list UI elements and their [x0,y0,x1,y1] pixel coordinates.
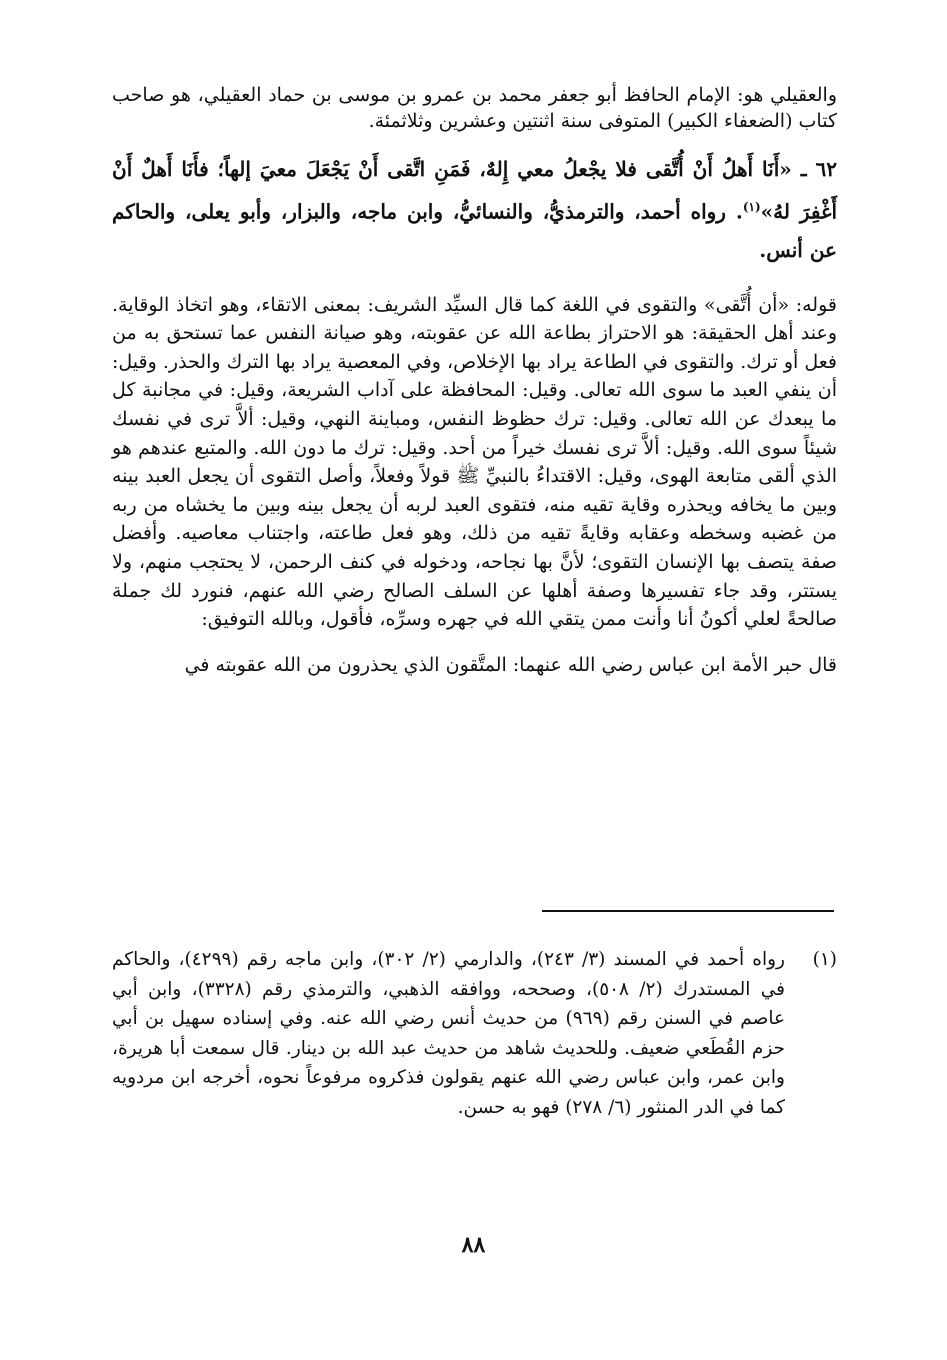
intro-paragraph: والعقيلي هو: الإمام الحافظ أبو جعفر محمد بن عمرو بن موسى بن حماد العقيلي، هو صاحب كتاب (الضعفاء الكبير) المتوفى سنة اثنتين وعشرين وثلاثمئة. [112,84,837,132]
footnote-text: رواه أحمد في المسند (٣/ ٢٤٣)، والدارمي (٢/ ٣٠٢)، وابن ماجه رقم (٤٢٩٩)، والحاكم في المستدرك (٢/ ٥٠٨)، وصححه، ووافقه الذهبي، والترمذي رقم (٣٣٢٨)، وابن أبي عاصم في السنن رقم (٩٦٩) من حديث أنس رضي الله عنه. وفي إسناده سهيل بن أبي حزم القُطَعي ضعيف. وللحديث شاهد من حديث عبد الله بن دينار. قال سمعت أبا هريرة، وابن عمر، وابن عباس رضي الله عنهم يقولون فذكروه مرفوعاً نحوه، أخرجه ابن مردويه كما في الدر المنثور (٦/ ٢٧٨) فهو به حسن. [112,949,785,1118]
hadith-source: . رواه أحمد، والترمذيُّ، والنسائيُّ، وابن ماجه، والبزار، وأبو يعلى، والحاكم عن أنس. [112,199,837,262]
hadith-text: ٦٢ ـ «أَنَا أَهلُ أَنْ أُتَّقى فلا يجْعلُ معي إِلهٌ، فَمَنِ اتَّقى أَنْ يَجْعَلَ معيَ إلهاً؛ فأَنَا أَهلٌ أَنْ أَغْفِرَ لهُ» [112,157,838,224]
hadith-62 [112,150,837,269]
footnote-separator [542,910,834,912]
footnote [112,945,837,1122]
quote-paragraph: قال حبر الأمة ابن عباس رضي الله عنهما: المتَّقون الذي يحذرون من الله عقوبته في [184,653,837,676]
footnote-reference[interactable]: (١) [742,200,761,214]
page-body [112,82,837,678]
page-number: ٨٨ [461,1232,486,1258]
footnote-number: (١) [812,949,837,970]
commentary-paragraph: قوله: «أن أُتَّقى» والتقوى في اللغة كما قال السيِّد الشريف: بمعنى الاتقاء، وهو اتخاذ الوقاية. وعند أهل الحقيقة: هو الاحتراز بطاعة الله عن عقوبته، وهو صيانة النفس عما تستحق به من فعل أو ترك. والتقوى في الطاعة يراد بها الإخلاص، وفي المعصية يراد بها الترك والحذر. وقيل: أن ينفي العبد ما سوى الله تعالى. وقيل: المحافظة على آداب الشريعة، وقيل: في مجانبة كل ما يبعدك عن الله تعالى. وقيل: ترك حظوظ النفس، ومباينة النهي، وقيل: ألاَّ ترى في نفسك شيئاً سوى الله. وقيل: ألاَّ ترى نفسك خيراً من أحد. وقيل: ترك ما دون الله. والمتبع عندهم هو الذي ألقى متابعة الهوى، وقيل: الاقتداءُ بالنبيِّ ﷺ قولاً وفعلاً، وأصل التقوى أن يجعل العبد بينه وبين ما يخافه ويحذره وقاية تقيه منه، فتقوى العبد لربه أن يجعل بينه وبين ما يخشاه من ربه من غضبه وسخطه وعقابه وقايةً تقيه من ذلك، وهو فعل طاعته، واجتناب معاصيه. وأفضل صفة يتصف بها الإنسان التقوى؛ لأنَّ بها نجاحه، ودخوله في كنف الرحمن، لا يحتجب منهم، ولا يستتر، وقد جاء تفسيرها وصفة أهلها عن السلف الصالح رضي الله عنهم، فنورد لك جملة صالحةً لعلي أكونُ أنا وأنت ممن يتقي الله في جهره وسرِّه، فأقول، وبالله التوفيق: [112,293,837,631]
